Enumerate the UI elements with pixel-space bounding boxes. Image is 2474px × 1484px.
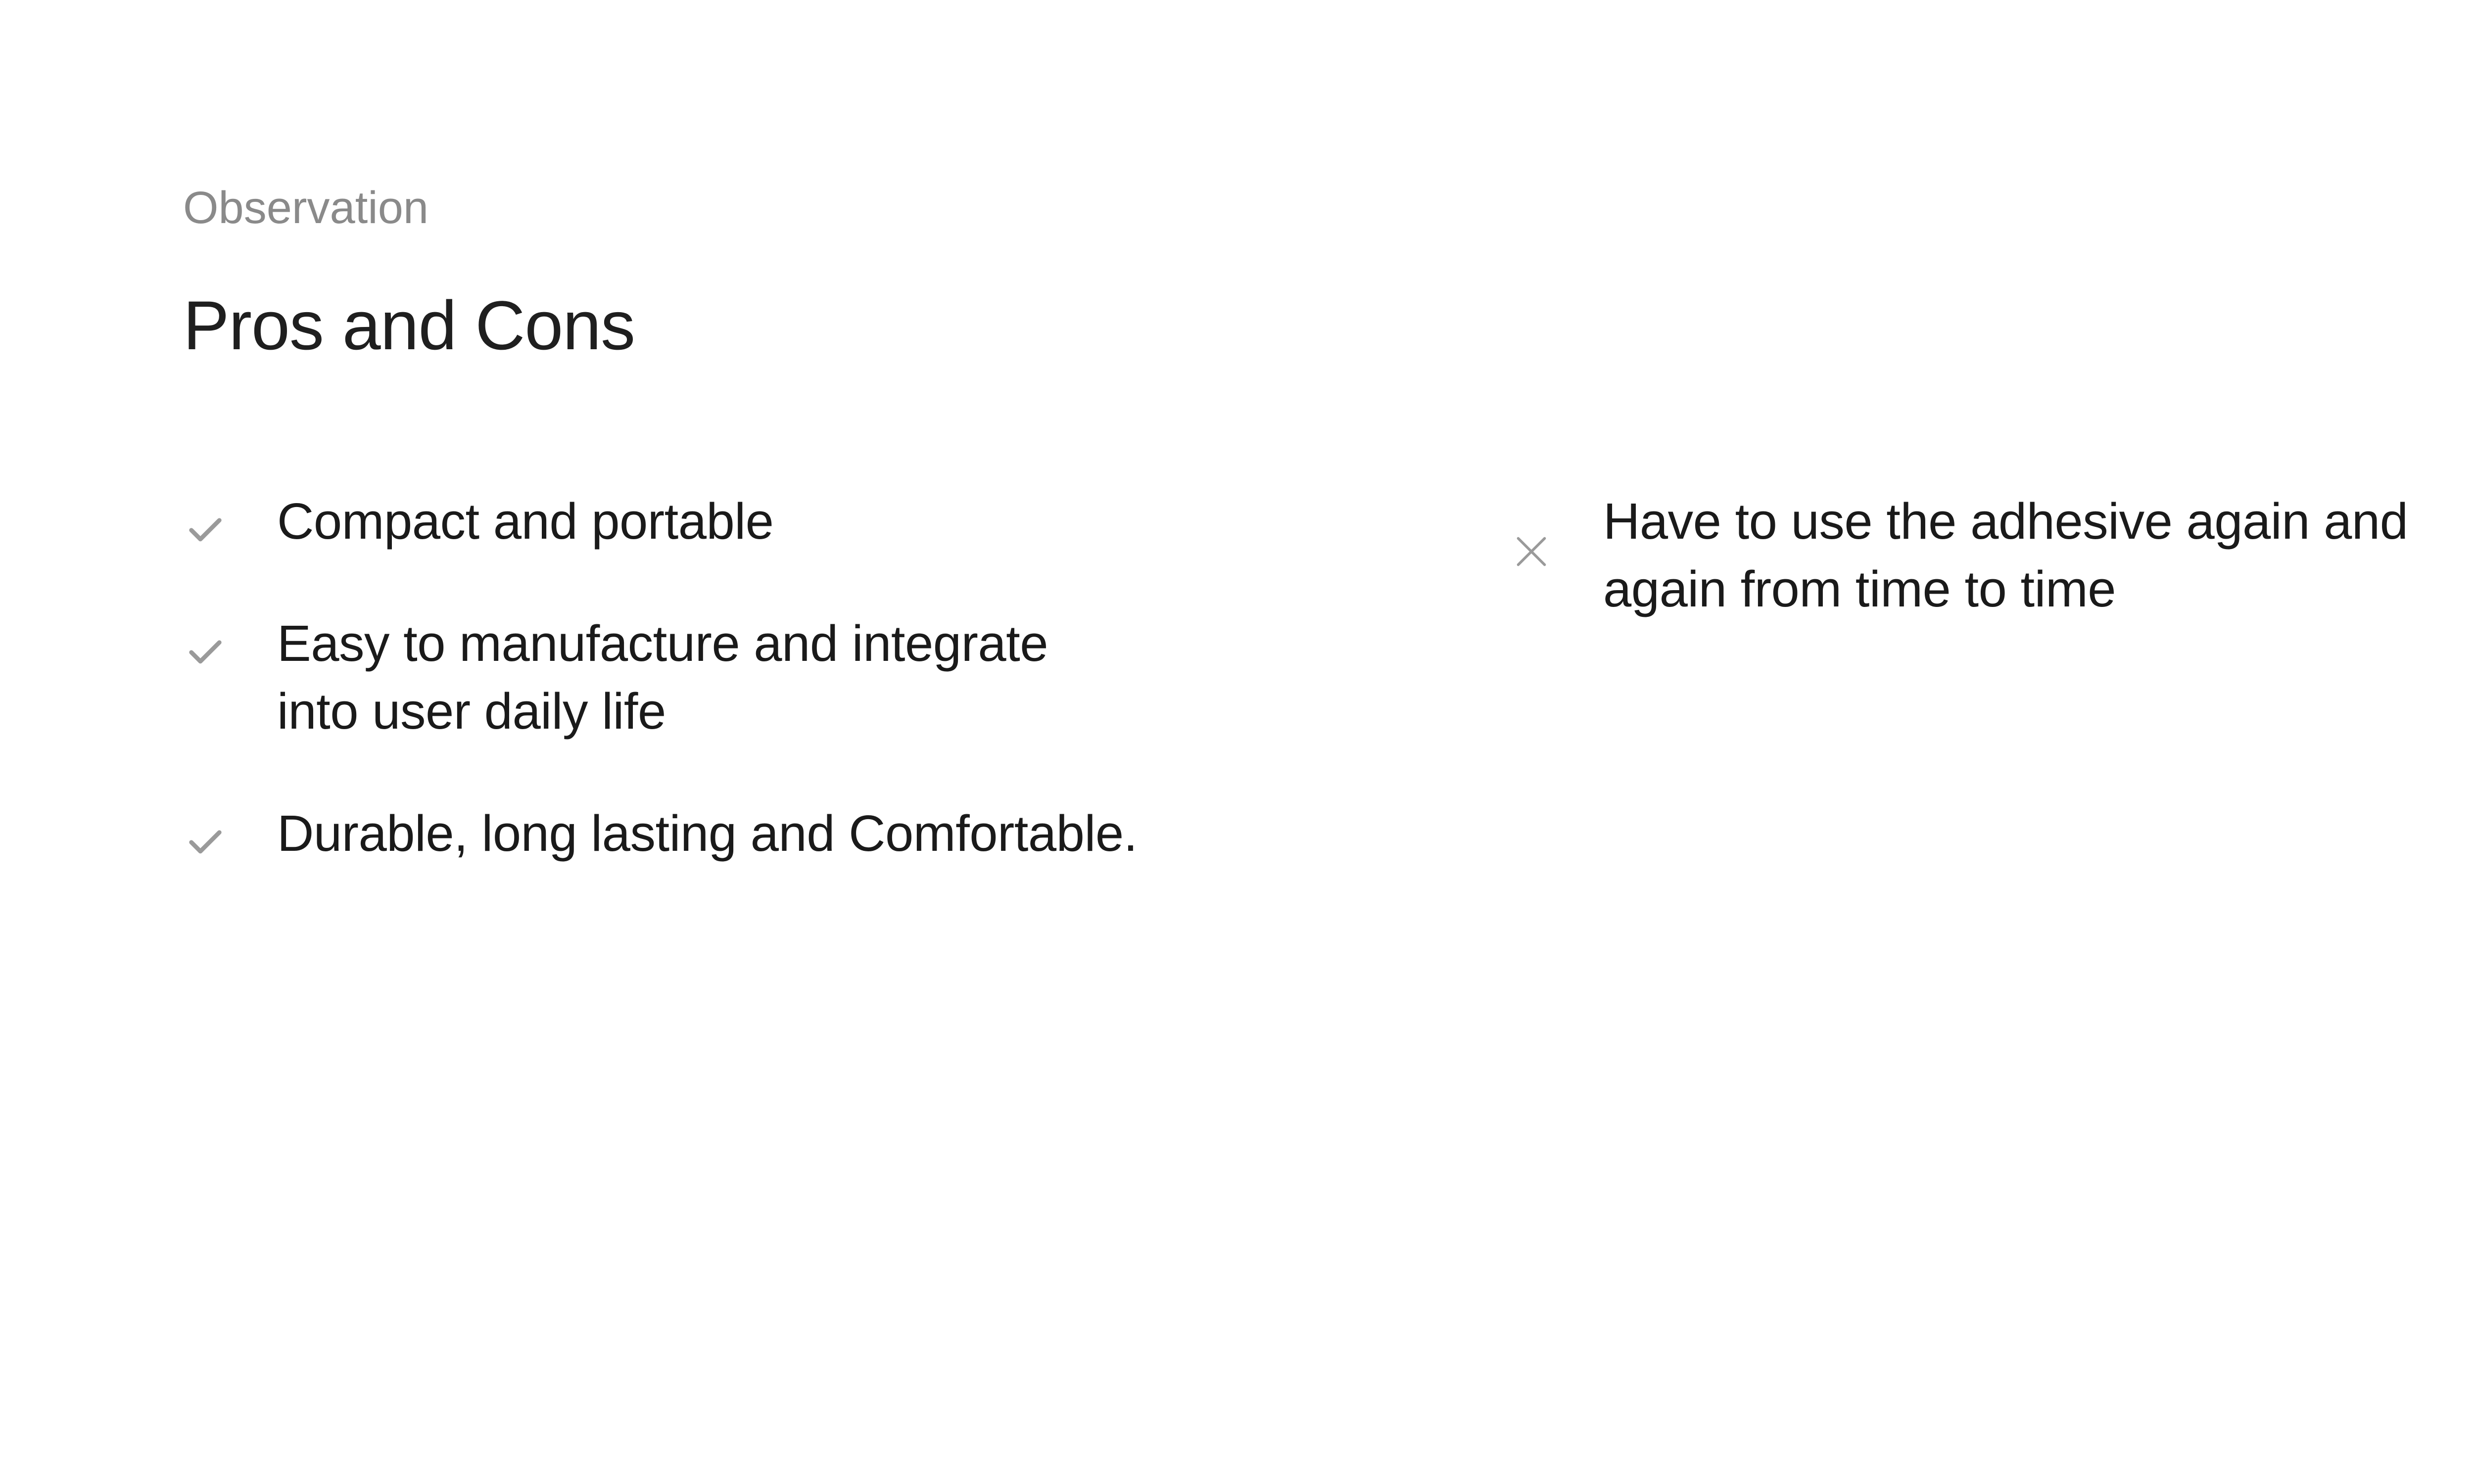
close-icon — [1509, 529, 1554, 574]
pros-list-item — [183, 487, 1445, 555]
check-icon — [183, 819, 228, 864]
pros-item-label: Compact and portable — [277, 493, 774, 550]
pros-list-item — [183, 799, 1445, 867]
pros-item-label: Durable, long lasting and Comfortable. — [277, 805, 1138, 862]
cons-list — [1509, 487, 2474, 677]
section-eyebrow: Observation — [183, 183, 429, 233]
pros-list — [183, 487, 1445, 922]
check-icon — [183, 629, 228, 674]
pros-list-item — [183, 609, 1445, 745]
cons-list-item — [1509, 487, 2474, 623]
pros-item-label: Easy to manufacture and integrate into user daily life — [277, 615, 1048, 740]
page-title: Pros and Cons — [183, 286, 635, 364]
check-icon — [183, 507, 228, 552]
cons-item-label: Have to use the adhesive again and again from time to time — [1603, 493, 2408, 617]
